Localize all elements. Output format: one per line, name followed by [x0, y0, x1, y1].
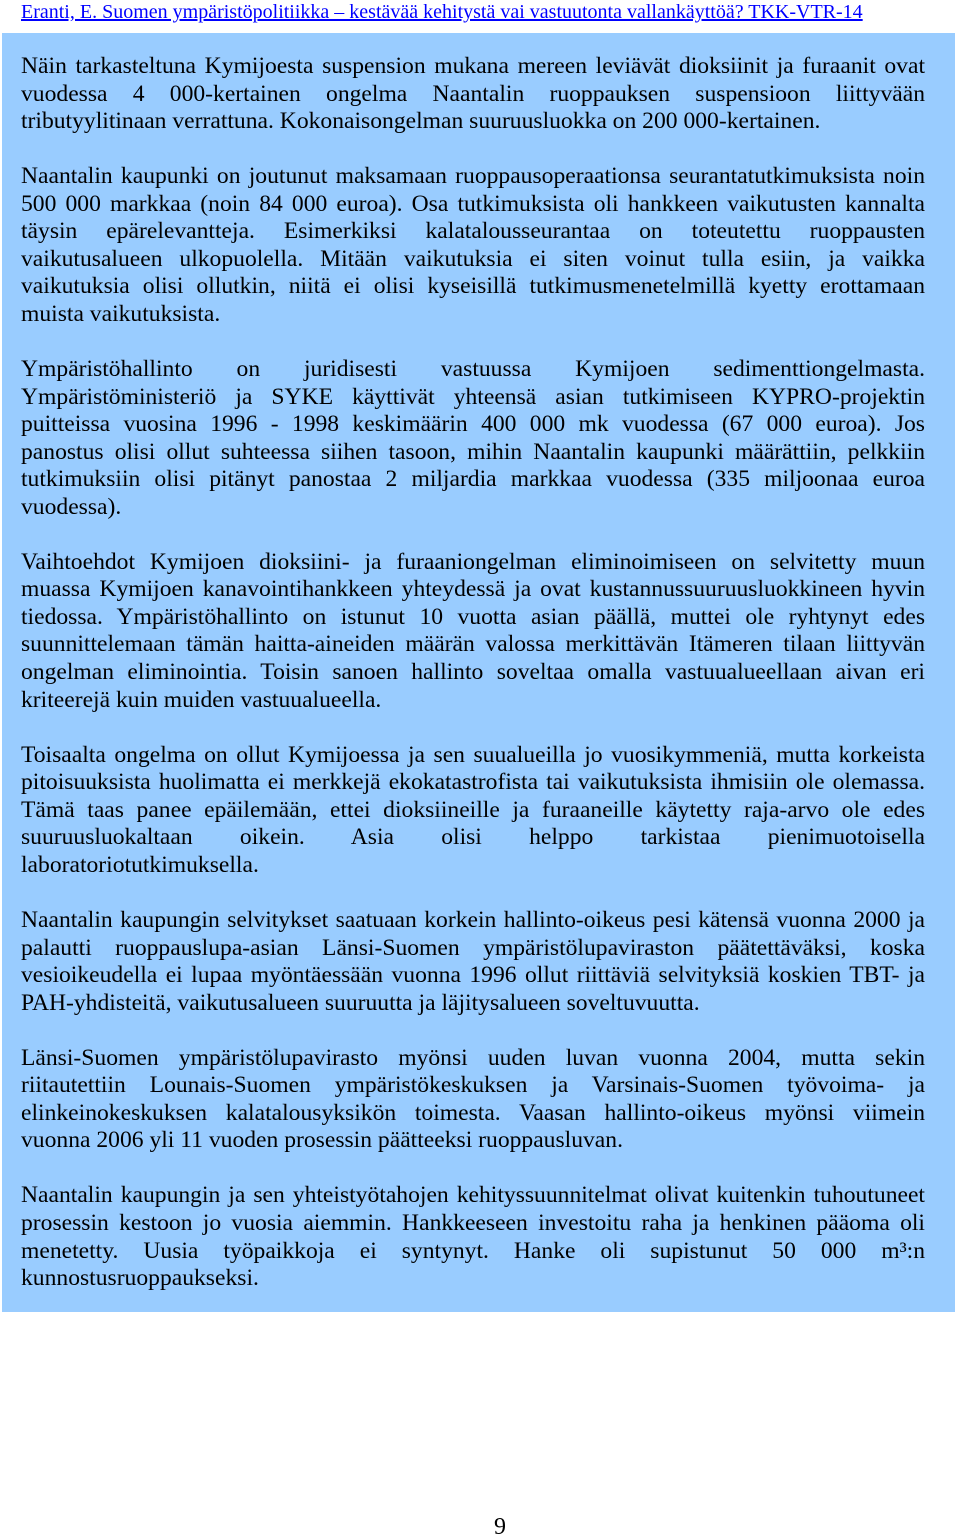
text-line: riitautettiin Lounais-Suomen ympäristökeskuksen ja Varsinais-Suomen työvoima- ja — [21, 1072, 925, 1099]
text-line: täysin epärelevantteja. Esimerkiksi kalatalousseurantaa on toteutettu ruoppausten — [21, 218, 925, 245]
text-line: panostus olisi ollut suhteessa siihen tasoon, mihin Naantalin kaupunki määrättiin, pelkkiin — [21, 438, 925, 465]
text-line: tutkimuksiin olisi pitänyt panostaa 2 miljardia markkaa vuodessa (335 miljoonaa euroa — [21, 466, 925, 493]
text-line: pitoisuuksista huolimatta ei merkkejä ekokatastrofista tai vaikutuksista ihmisiin ole olemassa. — [21, 769, 925, 796]
text-line: vesioikeudella ei lupaa myöntäessään vuonna 1996 ollut riittäviä selvityksiä koskien TBT- ja — [21, 962, 925, 989]
text-line: Vaihtoehdot Kymijoen dioksiini- ja furaaniongelman eliminoimiseen on selvitetty muun — [21, 548, 925, 575]
text-line: Tämä taas panee epäilemään, ettei dioksiineille ja furaaneille käytetty raja-arvo ole edes — [21, 796, 925, 823]
text-line: PAH-yhdisteitä, vaikutusalueen suuruutta ja läjitysalueen soveltuvuutta. — [21, 989, 700, 1016]
text-line: muista vaikutuksista. — [21, 300, 221, 327]
text-line: palautti ruoppauslupa-asian Länsi-Suomen ympäristölupaviraston päätettäväksi, koska — [21, 934, 925, 961]
text-line: vuodessa 4 000-kertainen ongelma Naantalin ruoppauksen suspensioon liittyvään — [21, 80, 925, 107]
text-line: prosessin kestoon jo vuosia aiemmin. Hankkeeseen investoitu raha ja henkinen pääoma oli — [21, 1209, 925, 1236]
text-line: tributyylitinaan verrattuna. Kokonaisongelman suuruusluokka on 200 000-kertainen. — [21, 108, 821, 135]
text-line: vuodessa). — [21, 493, 122, 520]
text-line: kunnostusruoppaukseksi. — [21, 1265, 259, 1292]
text-line: Toisaalta ongelma on ollut Kymijoessa ja sen suualueilla jo vuosikymmeniä, mutta korkeista — [21, 741, 925, 768]
text-line: ongelman eliminointia. Toisin sanoen hallinto soveltaa omalla vastuualueellaan aivan eri — [21, 659, 925, 686]
text-line: tiedossa. Ympäristöhallinto on istunut 10 vuotta asian päällä, muttei ole ryhtynyt edes — [21, 603, 925, 630]
paragraph — [21, 907, 925, 1017]
page-number: 9 — [494, 1514, 506, 1539]
text-line: vuonna 2006 yli 11 vuoden prosessin päätteeksi ruoppausluvan. — [21, 1127, 623, 1154]
text-line: suunnittelemaan tämän haitta-aineiden määrän valossa merkittävän Itämeren tilaan liittyvän — [21, 631, 925, 658]
text-line: vaikutusalueen ulkopuolella. Mitään vaikutuksia ei siten voinut tulla esiin, ja vaikka — [21, 245, 925, 272]
text-line: vaikutuksia olisi ollutkin, niitä ei olisi kyseisillä tutkimusmenetelmillä kyetty erottamaan — [21, 273, 925, 300]
text-line: Näin tarkasteltuna Kymijoesta suspension mukana mereen leviävät dioksiinit ja furaanit ovat — [21, 53, 925, 79]
body-text — [21, 53, 925, 1293]
text-line: Ympäristöhallinto on juridisesti vastuussa Kymijoen sedimenttiongelmasta. — [21, 356, 925, 383]
paragraph — [21, 742, 925, 880]
text-line: Länsi-Suomen ympäristölupavirasto myönsi uuden luvan vuonna 2004, mutta sekin — [21, 1044, 925, 1071]
text-line: Naantalin kaupungin ja sen yhteistyötahojen kehityssuunnitelmat olivat kuitenkin tuhoutuneet — [21, 1182, 925, 1209]
text-line: muassa Kymijoen kanavointihankkeen yhteydessä ja ovat kustannussuuruusluokkineen hyvin — [21, 576, 925, 603]
text-line: puitteissa vuosina 1996 - 1998 keskimäärin 400 000 mk vuodessa (67 000 euroa). Jos — [21, 411, 925, 438]
paragraph — [21, 1182, 925, 1292]
text-line: suuruusluokaltaan oikein. Asia olisi helppo tarkistaa pienimuotoisella — [21, 824, 925, 851]
text-line: kriteerejä kuin muiden vastuualueella. — [21, 686, 382, 713]
paragraph — [21, 163, 925, 328]
paragraph — [21, 549, 925, 714]
paragraph — [21, 1045, 925, 1155]
text-line: elinkeinokeskuksen kalatalousyksikön toimesta. Vaasan hallinto-oikeus myönsi viimein — [21, 1099, 925, 1126]
text-line: Naantalin kaupunki on joutunut maksamaan ruoppausoperaationsa seurantatutkimuksista noin — [21, 163, 925, 190]
text-line: Naantalin kaupungin selvitykset saatuaan korkein hallinto-oikeus pesi kätensä vuonna 2000 ja — [21, 906, 925, 933]
text-line: menetetty. Uusia työpaikkoja ei syntynyt. Hanke oli supistunut 50 000 m³:n — [21, 1237, 925, 1264]
paragraph — [21, 53, 925, 136]
text-line: laboratoriotutkimuksella. — [21, 851, 259, 878]
text-line: Ympäristöministeriö ja SYKE käyttivät yhteensä asian tutkimiseen KYPRO-projektin — [21, 383, 925, 410]
paragraph — [21, 356, 925, 521]
header-citation-link[interactable]: Eranti, E. Suomen ympäristöpolitiikka – kestävää kehitystä vai vastuutonta vallankäyttöä? TKK-VTR-14 — [21, 1, 863, 23]
text-line: 500 000 markkaa (noin 84 000 euroa). Osa tutkimuksista oli hankkeen vaikutusten kannalta — [21, 190, 925, 217]
